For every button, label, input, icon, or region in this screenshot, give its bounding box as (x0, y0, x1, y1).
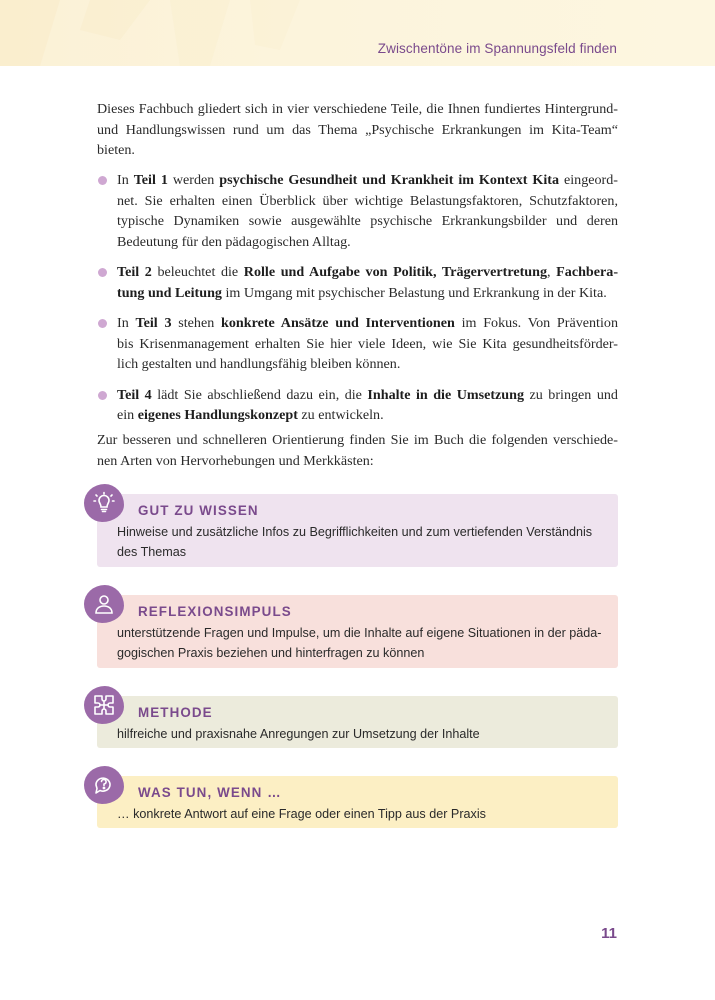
text-run: lädt Sie abschließend dazu ein, die (151, 386, 368, 403)
outro-paragraph (97, 430, 618, 471)
box-text (117, 724, 606, 744)
info-box-gut-zu-wissen (97, 494, 618, 567)
box-title: METHODE (138, 705, 213, 720)
text-run: werden (167, 172, 220, 188)
list-item (97, 385, 618, 426)
bullet-line (117, 170, 618, 191)
intro-line: und Handlungswissen rund um das Thema „Psychische Erkrankungen im Kita-Team“ (97, 121, 618, 138)
text-run: ein (117, 407, 138, 424)
bold-run: Teil 1 (133, 172, 168, 188)
intro-paragraph (97, 99, 618, 161)
intro-line: Dieses Fachbuch gliedert sich in vier verschiedene Teile, die Ihnen fundiertes Hintergrund- (97, 101, 618, 117)
box-text (117, 522, 606, 563)
box-title: GUT ZU WISSEN (138, 503, 259, 518)
bullet-line (117, 313, 618, 334)
bold-run: psychische Gesundheit und Krankheit im Kontext Kita (219, 172, 560, 188)
bullet-line: bis Krisenmanagement erhalten Sie hier viele Ideen, wie Sie Kita gesundheitsförder- (117, 335, 618, 352)
list-item (97, 262, 618, 303)
puzzle-icon (84, 686, 124, 724)
text-run: im Fokus. Von Prävention (454, 315, 618, 332)
page-header (0, 0, 715, 66)
box-text-line: … konkrete Antwort auf eine Frage oder einen Tipp aus der Praxis (117, 807, 486, 821)
running-header-title: Zwischentöne im Spannungsfeld finden (377, 41, 617, 56)
bullet-line (117, 405, 618, 426)
info-box-was-tun-wenn (97, 776, 618, 828)
bold-run: Inhalte in die Umsetzung (367, 386, 525, 403)
bold-run: tung und Leitung (117, 284, 222, 301)
text-run: stehen (171, 315, 222, 332)
box-title: REFLEXIONSIMPULS (138, 604, 292, 619)
bullet-line (117, 385, 618, 406)
box-text-line: gogischen Praxis beziehen und hinterfragen zu können (117, 646, 425, 661)
bold-run: eigenes Handlungskonzept (137, 407, 298, 424)
text-run: In (117, 172, 134, 188)
bullet-dot (98, 319, 107, 328)
info-box-reflexionsimpuls (97, 595, 618, 668)
box-text-line: Hinweise und zusätzliche Infos zu Begrifflichkeiten und zum vertiefenden Verständnis (117, 525, 593, 539)
bold-run: Rolle und Aufgabe von Politik, Trägervertretung (243, 264, 548, 281)
bold-run: Teil 2 (117, 264, 152, 281)
list-item (97, 313, 618, 375)
outro-line: nen Arten von Hervorhebungen und Merkkästen: (97, 452, 374, 469)
box-text-line: des Themas (117, 545, 187, 560)
bullet-line (117, 262, 618, 283)
bold-run: Fachbera- (556, 264, 619, 281)
bold-run: Teil 3 (135, 315, 172, 332)
header-decoration (0, 0, 715, 66)
box-text (117, 804, 606, 824)
bullet-dot (98, 176, 107, 185)
text-run: , (547, 264, 557, 281)
page-number: 11 (601, 925, 617, 942)
bullet-line: Bedeutung für den pädagogischen Alltag. (117, 233, 351, 250)
text-run: zu bringen und (524, 386, 618, 403)
bullet-line: typische Dynamiken sowie ausgewählte psychische Erkrankungsbilder und deren (117, 213, 618, 230)
speech-bubble-question-icon (84, 766, 124, 804)
intro-line: bieten. (97, 142, 135, 159)
bullet-line: net. Sie erhalten einen Überblick über wichtige Belastungsfaktoren, Schutzfaktoren, (117, 192, 618, 209)
list-item (97, 170, 618, 252)
person-icon (84, 585, 124, 623)
text-run: zu entwickeln. (297, 407, 384, 424)
info-box-methode (97, 696, 618, 748)
outro-line: Zur besseren und schnelleren Orientierung finden Sie im Buch die folgenden verschiede- (97, 432, 618, 448)
lightbulb-icon (84, 484, 124, 522)
text-run: In (117, 315, 136, 332)
bullet-dot (98, 268, 107, 277)
box-text-line: unterstützende Fragen und Impulse, um die Inhalte auf eigene Situationen in der päda- (117, 626, 602, 640)
box-title: WAS TUN, WENN … (138, 785, 282, 800)
box-text-line: hilfreiche und praxisnahe Anregungen zur Umsetzung der Inhalte (117, 727, 480, 741)
text-run: beleuchtet die (151, 264, 244, 281)
bold-run: Teil 4 (117, 386, 152, 403)
bullet-dot (98, 391, 107, 400)
parts-list (97, 170, 618, 436)
bullet-line (117, 283, 618, 304)
box-text (117, 623, 606, 664)
bullet-line: lich gestalten und handlungsfähig bleiben können. (117, 356, 401, 373)
bold-run: konkrete Ansätze und Interventionen (221, 315, 455, 332)
text-run: eingeord- (559, 172, 618, 188)
text-run: im Umgang mit psychischer Belastung und Erkrankung in der Kita. (221, 284, 607, 301)
